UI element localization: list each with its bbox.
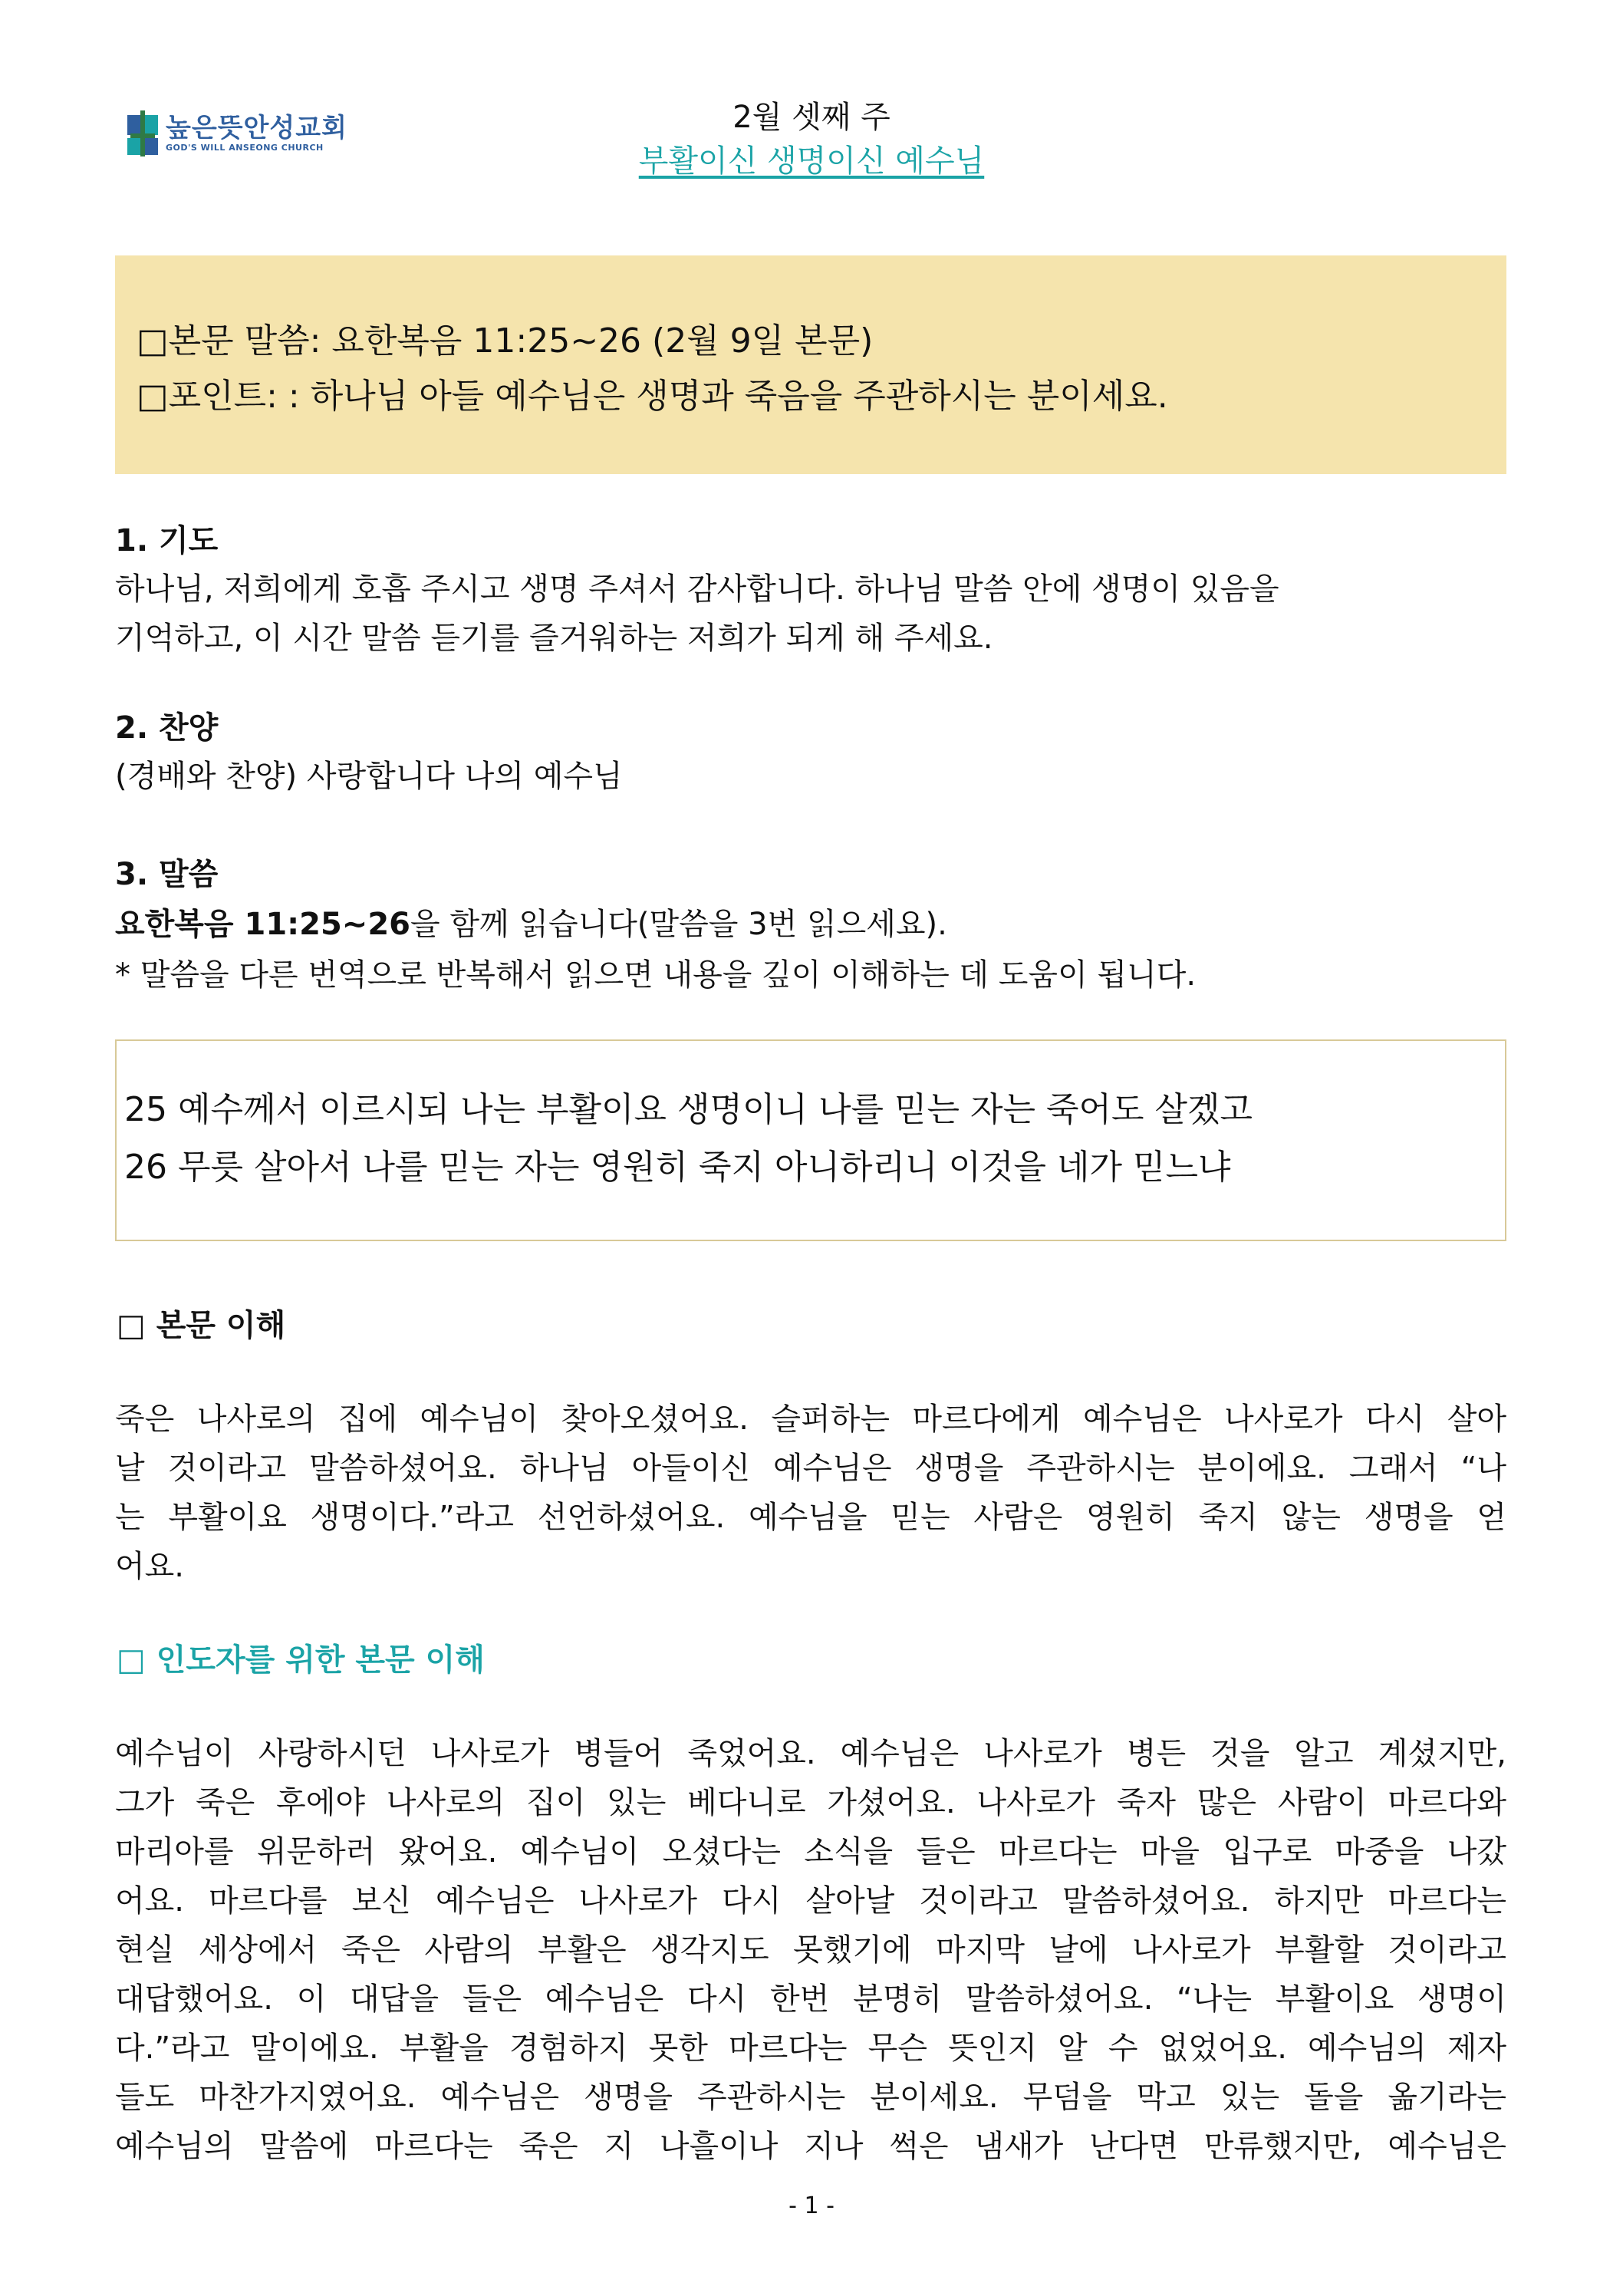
prayer-line: 기억하고, 이 시간 말씀 듣기를 즐거워하는 저희가 되게 해 주세요.	[115, 621, 993, 656]
leader-paragraph	[115, 1729, 1506, 2171]
verse-line: 25 예수께서 이르시되 나는 부활이요 생명이니 나를 믿는 자는 죽어도 살겠고	[124, 1090, 1253, 1129]
paragraph-line: 예수님의 말씀에 마르다는 죽은 지 나흘이나 지나 썩은 냄새가 난다면 만류했지만, 예수님은	[115, 2129, 1506, 2164]
reading-instruction	[115, 900, 947, 949]
logo-name: 높은뜻안성교회	[166, 113, 347, 143]
week-label: 2월 셋째 주	[732, 100, 891, 135]
paragraph-line: 들도 마찬가지였어요. 예수님은 생명을 주관하시는 분이세요. 무덤을 막고 있는 돌을 옮기라는	[115, 2080, 1506, 2115]
verse-line: 26 무릇 살아서 나를 믿는 자는 영원히 죽지 아니하리니 이것을 네가 믿느냐	[124, 1148, 1231, 1187]
word-heading: 3. 말씀	[115, 857, 219, 892]
prayer-line: 하나님, 저희에게 호흡 주시고 생명 주셔서 감사합니다. 하나님 말씀 안에 생명이 있음을	[115, 572, 1279, 607]
summary-box	[115, 255, 1506, 474]
paragraph-line: 예수님이 사랑하시던 나사로가 병들어 죽었어요. 예수님은 나사로가 병든 것을 알고 계셨지만,	[115, 1736, 1506, 1771]
page-title: 부활이신 생명이신 예수님	[638, 143, 985, 179]
paragraph-line: 다.”라고 말이에요. 부활을 경험하지 못한 마르다는 무슨 뜻인지 알 수 없었어요. 예수님의 제자	[115, 2031, 1506, 2066]
paragraph-line: 현실 세상에서 죽은 사람의 부활은 생각지도 못했기에 마지막 날에 나사로가 부활할 것이라고	[115, 1932, 1506, 1968]
understanding-paragraph	[115, 1395, 1506, 1591]
praise-heading: 2. 찬양	[115, 710, 219, 746]
paragraph-line: 날 것이라고 말씀하셨어요. 하나님 아들이신 예수님은 생명을 주관하시는 분이에요. 그래서 “나	[115, 1451, 1506, 1486]
scripture-reference: 요한복음 11:25~26	[115, 907, 410, 942]
scripture-box	[115, 1039, 1506, 1241]
reading-note: * 말씀을 다른 번역으로 반복해서 읽으면 내용을 깊이 이해하는 데 도움이 됩니다.	[115, 957, 1197, 993]
understanding-heading: □ 본문 이해	[117, 1308, 286, 1343]
point-line: □포인트: : 하나님 아들 예수님은 생명과 죽음을 주관하시는 분이세요.	[137, 377, 1168, 416]
paragraph-line: 그가 죽은 후에야 나사로의 집이 있는 베다니로 가셨어요. 나사로가 죽자 많은 사람이 마르다와	[115, 1785, 1506, 1820]
paragraph-line: 어요.	[115, 1549, 184, 1584]
paragraph-line: 대답했어요. 이 대답을 들은 예수님은 다시 한번 분명히 말씀하셨어요. “나는 부활이요 생명이	[115, 1981, 1506, 2017]
logo-subtitle: GOD'S WILL ANSEONG CHURCH	[166, 143, 324, 153]
praise-line: (경배와 찬양) 사랑합니다 나의 예수님	[115, 759, 623, 794]
prayer-heading: 1. 기도	[115, 523, 219, 558]
page-number: - 1 -	[788, 2192, 835, 2219]
paragraph-line: 는 부활이요 생명이다.”라고 선언하셨어요. 예수님을 믿는 사람은 영원히 죽지 않는 생명을 얻	[115, 1500, 1506, 1535]
reading-instruction-text: 을 함께 읽습니다(말씀을 3번 읽으세요).	[410, 907, 947, 942]
paragraph-line: 어요. 마르다를 보신 예수님은 나사로가 다시 살아날 것이라고 말씀하셨어요. 하지만 마르다는	[115, 1883, 1506, 1919]
paragraph-line: 마리아를 위문하러 왔어요. 예수님이 오셨다는 소식을 들은 마르다는 마을 입구로 마중을 나갔	[115, 1834, 1506, 1869]
text-reference: □본문 말씀: 요한복음 11:25~26 (2월 9일 본문)	[137, 321, 874, 361]
leader-heading: □ 인도자를 위한 본문 이해	[117, 1642, 485, 1678]
paragraph-line: 죽은 나사로의 집에 예수님이 찾아오셨어요. 슬퍼하는 마르다에게 예수님은 나사로가 다시 살아	[115, 1402, 1506, 1437]
